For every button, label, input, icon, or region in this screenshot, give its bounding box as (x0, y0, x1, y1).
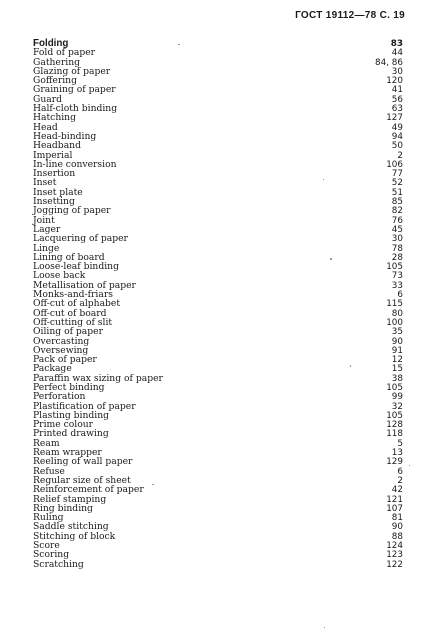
index-entry (33, 560, 403, 569)
index-page-number: 51 (391, 187, 403, 198)
index-page-number: 30 (391, 66, 403, 77)
index-page-number: 6 (397, 466, 403, 477)
index-term: Overcasting (33, 335, 90, 347)
index-page-number: 124 (386, 541, 403, 552)
index-page-number: 78 (391, 243, 403, 254)
index-page-number: 123 (386, 550, 403, 561)
index-page-number: 83 (390, 39, 403, 49)
index-term: Monks-and-friars (33, 289, 113, 301)
index-term: Headband (33, 140, 81, 152)
index-term: Hatching (33, 112, 76, 124)
index-term: Lacquering of paper (33, 233, 128, 245)
index-page-number: 30 (391, 234, 403, 245)
index-entry (33, 532, 403, 541)
index-page-number: 49 (391, 122, 403, 133)
index-page-number: 41 (391, 85, 403, 96)
index-term: Insetting (33, 196, 75, 208)
index-entry (33, 429, 403, 438)
index-term: In-line conversion (33, 158, 117, 170)
index-term: Ruling (33, 512, 64, 524)
index-page-number: 50 (391, 141, 403, 152)
index-page-number: 56 (391, 94, 403, 105)
print-speck (323, 179, 324, 180)
index-entry (33, 216, 403, 225)
index-page-number: 115 (386, 299, 403, 310)
index-term: Plasting binding (33, 409, 110, 421)
index-page-number: 106 (386, 159, 403, 170)
index-page-number: 33 (391, 280, 403, 291)
index-term: Metallisation of paper (33, 279, 136, 291)
print-speck (324, 627, 325, 628)
index-term: Joint (33, 214, 55, 226)
index-term: Lining of board (33, 251, 105, 263)
index-entry (33, 178, 403, 187)
index-term: Stitching of block (33, 530, 116, 542)
index-entry (33, 132, 403, 141)
index-term: Lager (33, 223, 61, 235)
index-term: Perfect binding (33, 381, 105, 393)
index-term: Ream wrapper (33, 447, 102, 459)
index-entry (33, 206, 403, 215)
index-term: Loose-leaf binding (33, 261, 119, 273)
index-entry (33, 262, 403, 271)
index-term: Goffering (33, 75, 77, 87)
index-page-number: 12 (391, 355, 403, 366)
index-entry (33, 234, 403, 243)
index-term: Fold of paper (33, 47, 96, 59)
index-page-number: 35 (391, 327, 403, 338)
index-page-number: 28 (391, 252, 403, 263)
index-entry (33, 550, 403, 559)
index-entry (33, 337, 403, 346)
index-page-number: 84, 86 (375, 57, 403, 68)
index-term: Folding (33, 38, 69, 49)
print-speck (350, 365, 351, 367)
index-term: Ring binding (33, 502, 93, 514)
index-entry (33, 169, 403, 178)
index-term: Head (33, 121, 58, 133)
index-term: Regular size of sheet (33, 474, 131, 486)
index-term: Saddle stitching (33, 521, 109, 533)
page-header: ГОСТ 19112—78 С. 19 (295, 10, 405, 21)
index-term: Inset plate (33, 186, 83, 198)
index-term: Prime colour (33, 419, 94, 431)
index-term: Scoring (33, 549, 70, 561)
index-page-number: 38 (391, 373, 403, 384)
index-page-number: 77 (391, 169, 403, 180)
index-term: Half-cloth binding (33, 103, 118, 115)
index-entry (33, 85, 403, 94)
glossary-index (33, 39, 403, 569)
index-term: Glazing of paper (33, 65, 111, 77)
index-page-number: 13 (391, 448, 403, 459)
index-page-number: 107 (386, 503, 403, 514)
index-entry (33, 104, 403, 113)
index-page-number: 105 (386, 382, 403, 393)
index-page-number: 90 (391, 336, 403, 347)
index-page-number: 44 (391, 48, 403, 59)
index-page-number: 52 (391, 178, 403, 189)
index-term: Off-cutting of slit (33, 316, 113, 328)
index-entry (33, 457, 403, 466)
index-term: Insertion (33, 168, 76, 180)
print-speck (152, 484, 154, 485)
index-term: Reinforcement of paper (33, 484, 144, 496)
index-term: Scratching (33, 558, 84, 570)
index-page-number: 99 (391, 392, 403, 403)
print-speck (409, 465, 410, 466)
index-page-number: 81 (391, 513, 403, 524)
index-page-number: 100 (386, 317, 403, 328)
index-term: Pack of paper (33, 354, 97, 366)
index-term: Head-binding (33, 130, 97, 142)
index-page-number: 120 (386, 76, 403, 87)
index-term: Off-cut of board (33, 307, 107, 319)
index-entry (33, 141, 403, 150)
index-page-number: 76 (391, 215, 403, 226)
index-page-number: 90 (391, 522, 403, 533)
index-term: Gathering (33, 56, 80, 68)
index-term: Paraffin wax sizing of paper (33, 372, 163, 384)
index-page-number: 15 (391, 364, 403, 375)
index-page-number: 91 (391, 345, 403, 356)
index-term: Guard (33, 93, 63, 105)
index-term: Loose back (33, 270, 86, 282)
index-page-number: 6 (397, 290, 403, 301)
index-term: Perforation (33, 391, 86, 403)
index-entry (33, 504, 403, 513)
index-term: Oversewing (33, 344, 89, 356)
index-entry (33, 383, 403, 392)
index-page-number: 63 (391, 104, 403, 115)
index-page-number: 42 (391, 485, 403, 496)
index-page-number: 82 (391, 206, 403, 217)
index-page-number: 2 (397, 475, 403, 486)
index-page-number: 129 (386, 457, 403, 468)
index-entry (33, 113, 403, 122)
index-term: Off-cut of alphabet (33, 298, 121, 310)
index-term: Score (33, 540, 60, 552)
index-page-number: 127 (386, 113, 403, 124)
index-page-number: 128 (386, 420, 403, 431)
index-page-number: 88 (391, 531, 403, 542)
index-entry (33, 541, 403, 550)
index-entry (33, 160, 403, 169)
index-term: Imperial (33, 149, 73, 161)
index-term: Relief stamping (33, 493, 107, 505)
print-speck (178, 44, 180, 45)
index-term: Plastification of paper (33, 400, 136, 412)
index-term: Graining of paper (33, 84, 116, 96)
index-term: Oiling of paper (33, 326, 103, 338)
index-page-number: 121 (386, 494, 403, 505)
index-page-number: 73 (391, 271, 403, 282)
index-page-number: 105 (386, 410, 403, 421)
index-term: Printed drawing (33, 428, 109, 440)
index-term: Ream (33, 437, 60, 449)
index-term: Package (33, 363, 72, 375)
index-term: Refuse (33, 465, 65, 477)
index-page-number: 94 (391, 131, 403, 142)
index-term: Jogging of paper (33, 205, 111, 217)
index-page-number: 80 (391, 308, 403, 319)
index-page-number: 85 (391, 197, 403, 208)
index-term: Linge (33, 242, 60, 254)
print-speck (330, 258, 332, 260)
index-page-number: 118 (386, 429, 403, 440)
index-page-number: 122 (386, 559, 403, 570)
index-entry (33, 48, 403, 57)
index-page-number: 5 (397, 438, 403, 449)
index-page-number: 105 (386, 262, 403, 273)
index-term: Reeling of wall paper (33, 456, 133, 468)
index-term: Inset (33, 177, 57, 189)
index-entry (33, 67, 403, 76)
index-page-number: 2 (397, 150, 403, 161)
index-entry (33, 188, 403, 197)
index-entry (33, 355, 403, 364)
index-page-number: 45 (391, 224, 403, 235)
index-page-number: 32 (391, 401, 403, 412)
